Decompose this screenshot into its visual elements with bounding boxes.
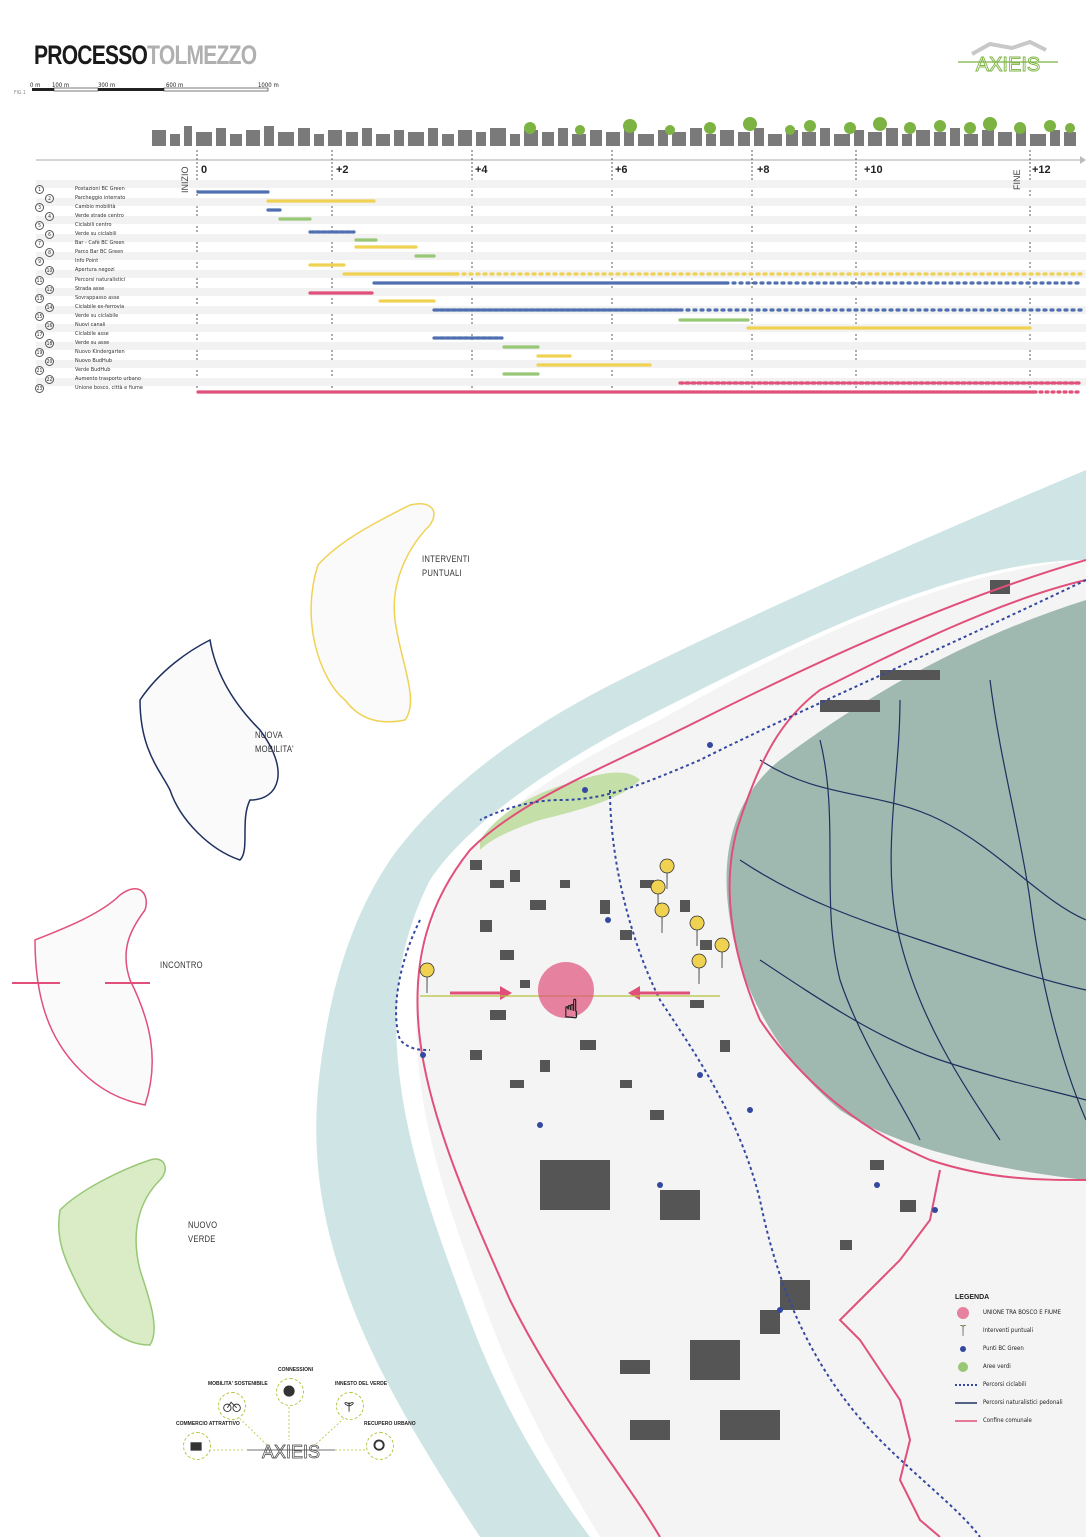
timeline-row-label: Cambio mobilità bbox=[75, 204, 116, 211]
timeline-row-number: 15 bbox=[36, 313, 43, 320]
timeline-end-label: FINE bbox=[1012, 169, 1022, 190]
timeline-row-number: 2 bbox=[45, 194, 54, 203]
legend-item-pedonali: Percorsi naturalistici pedonali bbox=[955, 1397, 1080, 1415]
legend-item-punti: Punti BC Green bbox=[955, 1343, 1080, 1361]
timeline-row-number: 12 bbox=[46, 286, 53, 293]
legend-item-confine: Confine comunale bbox=[955, 1415, 1080, 1433]
timeline-row-label: Nuovo BudHub bbox=[75, 357, 113, 364]
interventi-map bbox=[311, 504, 434, 722]
timeline-tick: +6 bbox=[615, 164, 628, 176]
theme-logo: AXIEIS bbox=[261, 1442, 321, 1462]
timeline-row-label: Postazioni BC Green bbox=[75, 186, 125, 192]
timeline-row-number: 11 bbox=[36, 277, 43, 284]
logo-text: AXIEIS bbox=[975, 54, 1041, 76]
hand-cursor-icon: ☝ bbox=[564, 995, 579, 1025]
timeline-row-label: Parco Bar BC Green bbox=[75, 249, 124, 256]
timeline-row-label: Verde su asse bbox=[75, 339, 110, 346]
timeline-row-label: Ciclabile ex-ferrovia bbox=[75, 303, 125, 310]
theme-label-connessioni: CONNESSIONI bbox=[278, 1367, 314, 1373]
timeline-tick: +2 bbox=[336, 164, 349, 176]
point-swatch-icon bbox=[955, 1343, 977, 1355]
legend-item-unione: UNIONE TRA BOSCO E FIUME bbox=[955, 1307, 1080, 1325]
timeline-tick: +4 bbox=[475, 164, 488, 176]
timeline-row-label: Apertura negozi bbox=[75, 267, 115, 274]
timeline-tick: +10 bbox=[864, 164, 883, 176]
connections-icon bbox=[276, 1378, 304, 1406]
legend-title: LEGENDA bbox=[955, 1294, 990, 1301]
timeline-row-number: 19 bbox=[36, 349, 43, 356]
legend-item-ciclabili: Percorsi ciclabili bbox=[955, 1379, 1080, 1397]
scale-label: 0 m bbox=[30, 82, 41, 89]
theme-label-innesto: INNESTO DEL VERDE bbox=[335, 1381, 388, 1387]
timeline-row-number: 18 bbox=[46, 340, 53, 347]
phase-label-interventi: INTERVENTI PUNTUALI bbox=[422, 554, 470, 578]
timeline-row-label: Bar - Cafè BC Green bbox=[75, 240, 125, 247]
pin-swatch-icon bbox=[955, 1325, 977, 1337]
timeline-tick: +8 bbox=[757, 164, 770, 176]
timeline-row-number: 17 bbox=[36, 331, 43, 338]
phase-label-mobilita: NUOVA MOBILITA' bbox=[255, 730, 294, 754]
timeline-row-number: 4 bbox=[45, 212, 54, 221]
timeline-row-number: 22 bbox=[46, 377, 53, 384]
dotted-line-swatch-icon bbox=[955, 1379, 977, 1391]
timeline-row-number: 13 bbox=[36, 295, 43, 302]
axieis-logo bbox=[950, 40, 1066, 80]
theme-label-commercio: COMMERCIO ATTRATTIVO bbox=[176, 1421, 240, 1427]
timeline-row-number: 7 bbox=[35, 239, 44, 248]
timeline-row-label: Ciclabili centro bbox=[75, 222, 112, 229]
plant-icon bbox=[336, 1392, 364, 1420]
page-title bbox=[34, 40, 256, 71]
timeline-row-label: Percorsi naturalistici bbox=[75, 276, 126, 283]
timeline-row-label: Verde su ciclabili bbox=[75, 231, 117, 238]
union-swatch-icon bbox=[955, 1307, 977, 1319]
timeline-row-label: Verde su ciclabile bbox=[75, 312, 119, 319]
timeline-row-label: Aumento trasporto urbano bbox=[75, 376, 141, 383]
scale-label: 1000 m bbox=[258, 82, 279, 89]
timeline-row-number: 14 bbox=[46, 304, 53, 311]
timeline-row-number: 9 bbox=[35, 257, 44, 266]
legend bbox=[955, 1294, 1080, 1433]
city-map bbox=[0, 470, 1086, 1537]
scale-label: 100 m bbox=[52, 82, 70, 89]
timeline-row-label: Sovrappasso asse bbox=[75, 294, 120, 301]
timeline-tick: +12 bbox=[1032, 164, 1051, 176]
fig-label: FIG.1 bbox=[14, 90, 26, 96]
timeline-start-label: INIZIO bbox=[180, 166, 190, 193]
legend-item-aree: Aree verdi bbox=[955, 1361, 1080, 1379]
timeline-row-label: Verde BudHub bbox=[75, 367, 111, 373]
timeline-row-label: Strada asse bbox=[75, 285, 105, 292]
timeline-row-number: 21 bbox=[36, 368, 43, 374]
timeline-row-label: Nuovo Kindergarten bbox=[75, 348, 125, 355]
timeline-row-number: 10 bbox=[46, 268, 53, 275]
phase-label-verde: NUOVO VERDE bbox=[188, 1220, 218, 1244]
timeline-row-number: 1 bbox=[35, 185, 44, 194]
phase-label-incontro: INCONTRO bbox=[160, 960, 203, 970]
timeline-row-number: 5 bbox=[35, 221, 44, 230]
green-swatch-icon bbox=[955, 1361, 977, 1373]
title-bold: PROCESSO bbox=[34, 40, 148, 70]
timeline-row-number: 8 bbox=[45, 248, 54, 257]
timeline-row-label: Verde strade centro bbox=[75, 213, 124, 220]
scale-label: 600 m bbox=[166, 82, 184, 89]
incontro-map bbox=[35, 889, 152, 1105]
verde-map bbox=[59, 1159, 166, 1345]
timeline-row-label: Info Point bbox=[75, 258, 99, 265]
timeline-row-number: 3 bbox=[35, 203, 44, 212]
timeline-row-number: 6 bbox=[45, 230, 54, 239]
timeline-row-label: Unione bosco, città e fiume bbox=[75, 385, 143, 392]
solid-line-swatch-icon bbox=[955, 1397, 977, 1409]
shop-icon bbox=[183, 1432, 211, 1460]
skyline-illustration bbox=[150, 108, 1080, 148]
pink-line-swatch-icon bbox=[955, 1415, 977, 1427]
bike-icon bbox=[218, 1392, 246, 1420]
timeline-tick: 0 bbox=[201, 164, 208, 176]
theme-label-mobilita: MOBILITA' SOSTENIBILE bbox=[208, 1381, 268, 1387]
timeline-row-label: Parcheggio interrato bbox=[75, 195, 126, 202]
title-light: TOLMEZZO bbox=[147, 40, 257, 70]
timeline-row-number: 16 bbox=[46, 322, 53, 329]
theme-label-recupero: RECUPERO URBANO bbox=[364, 1421, 416, 1427]
timeline-row-label: Ciclabile asse bbox=[75, 330, 109, 337]
recycle-icon bbox=[366, 1432, 394, 1460]
timeline-row-label: Nuovi canali bbox=[75, 321, 106, 328]
scale-label: 300 m bbox=[98, 82, 116, 89]
legend-item-interventi: Interventi puntuali bbox=[955, 1325, 1080, 1343]
timeline-row-number: 23 bbox=[36, 386, 43, 393]
timeline-row-number: 20 bbox=[46, 358, 53, 365]
